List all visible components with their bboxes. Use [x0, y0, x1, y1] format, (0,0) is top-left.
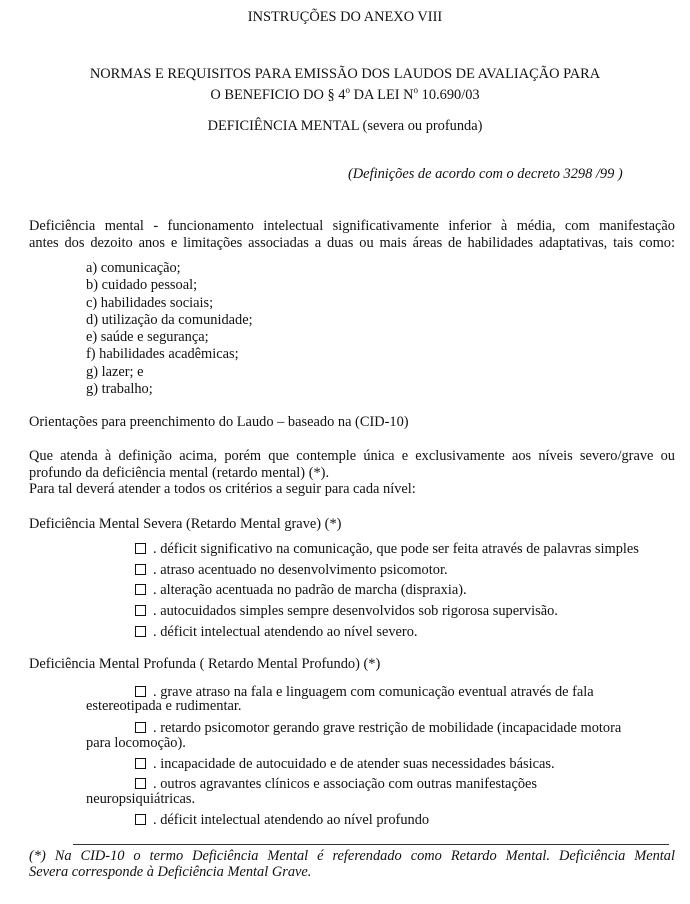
- guidance-line3: Para tal deverá atender a todos os critérios a seguir para cada nível:: [29, 481, 416, 497]
- list-item: b) cuidado pessoal;: [86, 277, 198, 294]
- list-item: g) lazer; e: [86, 363, 144, 380]
- severe-criterion: . alteração acentuada no padrão de marcha (dispraxia).: [135, 582, 467, 599]
- profound-criterion-2-cont: para locomoção).: [86, 735, 186, 751]
- profound-checkbox-3[interactable]: [135, 758, 146, 769]
- severe-criterion: . déficit intelectual atendendo ao nível severo.: [135, 624, 418, 641]
- list-item: f) habilidades acadêmicas;: [86, 346, 239, 363]
- profound-section-title: Deficiência Mental Profunda ( Retardo Mental Profundo) (*): [29, 656, 381, 672]
- annex-title: INSTRUÇÕES DO ANEXO VIII: [247, 9, 443, 25]
- severe-criterion: . atraso acentuado no desenvolvimento psicomotor.: [135, 562, 448, 579]
- profound-checkbox-1[interactable]: [135, 686, 146, 697]
- list-item: e) saúde e segurança;: [86, 329, 209, 346]
- list-item: d) utilização da comunidade;: [86, 311, 253, 328]
- profound-checkbox-2[interactable]: [135, 722, 146, 733]
- list-item: a) comunicação;: [86, 260, 181, 276]
- norms-title-line2: O BENEFICIO DO § 4$^o$ DA LEI $N^o$ 10.690/03: [210, 85, 480, 103]
- list-item: g) trabalho;: [86, 381, 153, 398]
- footnote-line1: (*) Na CID-10 o termo Deficiência Mental é referendado como Retardo Mental. Deficiência Mental: [29, 848, 675, 864]
- adaptive-areas-list: [86, 260, 253, 398]
- severe-checkbox-4[interactable]: [135, 605, 146, 616]
- severe-checkbox-3[interactable]: [135, 584, 146, 595]
- profound-criterion-5: . déficit intelectual atendendo ao nível profundo: [135, 812, 429, 829]
- list-item: c) habilidades sociais;: [86, 294, 214, 311]
- severe-criterion: . déficit significativo na comunicação, que pode ser feita através de palavras simples: [135, 541, 639, 558]
- profound-criterion-1-cont: estereotipada e rudimentar.: [86, 698, 242, 714]
- profound-checkbox-4[interactable]: [135, 778, 146, 789]
- severe-section-title: Deficiência Mental Severa (Retardo Mental grave) (*): [29, 516, 342, 532]
- severe-criterion: . autocuidados simples sempre desenvolvidos sob rigorosa supervisão.: [135, 603, 558, 620]
- severe-checkbox-2[interactable]: [135, 564, 146, 575]
- profound-criterion-4: . outros agravantes clínicos e associação com outras manifestações: [135, 776, 537, 793]
- profound-criterion-4-cont: neuropsiquiátricas.: [86, 791, 196, 807]
- severe-checkbox-5[interactable]: [135, 626, 146, 637]
- guidance-line1: Que atenda à definição acima, porém que contemple única e exclusivamente aos níveis severo/grave ou: [29, 448, 675, 464]
- definition-line1: Deficiência mental - funcionamento intelectual significativamente inferior à média, com manifestação: [29, 218, 675, 234]
- severe-checkbox-1[interactable]: [135, 543, 146, 554]
- definitions-note: (Definições de acordo com o decreto 3298 /99 ): [348, 166, 623, 182]
- profound-criterion-1: . grave atraso na fala e linguagem com comunicação eventual através de fala: [135, 684, 676, 701]
- profound-criterion-3: . incapacidade de autocuidado e de atender suas necessidades básicas.: [135, 756, 555, 773]
- definition-line2: antes dos dezoito anos e limitações associadas a duas ou mais áreas de habilidades adaptativas, tais como:: [29, 235, 675, 251]
- footnote-line2: Severa corresponde à Deficiência Mental Grave.: [29, 864, 312, 880]
- footnote-divider: [73, 844, 669, 845]
- subject-title: DEFICIÊNCIA MENTAL (severa ou profunda): [207, 118, 483, 134]
- guidance-line2: profundo da deficiência mental (retardo mental) (*).: [29, 465, 330, 481]
- guidance-title: Orientações para preenchimento do Laudo – baseado na (CID-10): [29, 414, 409, 430]
- profound-checkbox-5[interactable]: [135, 814, 146, 825]
- norms-title-line1: NORMAS E REQUISITOS PARA EMISSÃO DOS LAUDOS DE AVALIAÇÃO PARA: [89, 66, 601, 82]
- profound-criterion-2: . retardo psicomotor gerando grave restrição de mobilidade (incapacidade motora: [135, 720, 621, 737]
